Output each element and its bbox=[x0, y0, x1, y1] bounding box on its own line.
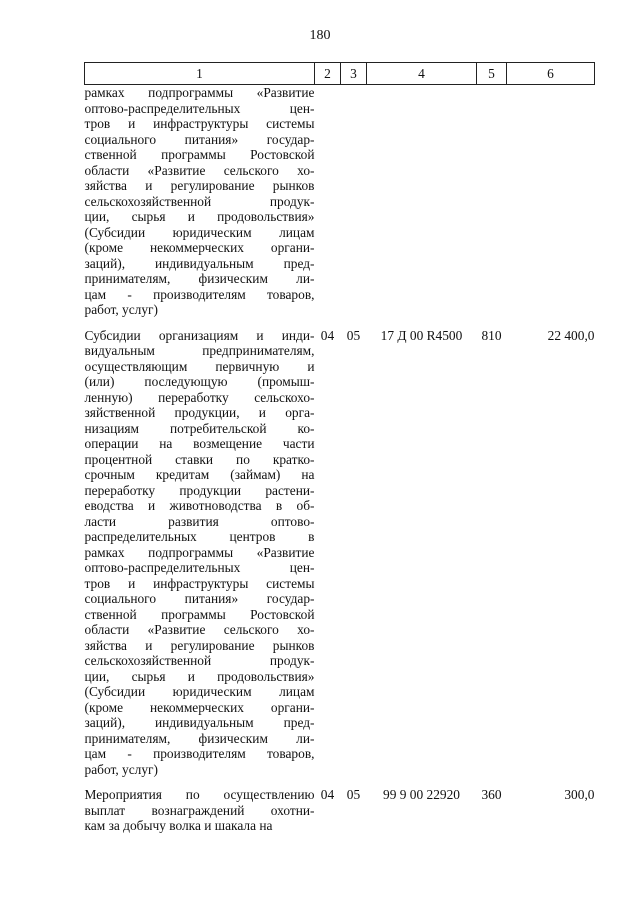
cell-target-article bbox=[367, 85, 477, 318]
cell-target-article: 99 9 00 22920 bbox=[383, 787, 460, 802]
cell-subsection: 05 bbox=[346, 787, 361, 802]
description-line: срочным кредитам (займам) на bbox=[84, 467, 315, 482]
description-line: тров и инфраструктуры системы bbox=[84, 575, 315, 591]
description-line: (или) последующую (промыш- bbox=[84, 374, 315, 389]
cell-section: 04 bbox=[320, 787, 335, 802]
description-line: области «Развитие сельского хо- bbox=[84, 622, 315, 637]
description-line: сельскохозяйственной продук- bbox=[84, 193, 315, 209]
description-line: видуальным предпринимателям, bbox=[84, 343, 315, 358]
description-line: зяйственной продукции, и орга- bbox=[84, 405, 315, 420]
description-line: осуществляющим первичную и bbox=[84, 358, 315, 374]
description-line: (кроме некоммерческих органи- bbox=[84, 699, 315, 715]
description-line: (Субсидии юридическим лицам bbox=[84, 224, 315, 240]
description-line: ственной программы Ростовской bbox=[84, 147, 315, 162]
description-line: заций), индивидуальным пред- bbox=[84, 255, 315, 271]
cell-expense-type bbox=[477, 85, 507, 318]
description-line: работ, услуг) bbox=[84, 302, 158, 317]
description-line: ласти развития оптово- bbox=[84, 513, 315, 529]
column-header-5: 5 bbox=[477, 63, 507, 85]
cell-section: 04 bbox=[320, 327, 335, 343]
budget-table bbox=[84, 62, 595, 834]
description-line: рамках подпрограммы «Развитие bbox=[84, 85, 315, 100]
page-number: 180 bbox=[309, 28, 331, 43]
cell-expense-type: 360 bbox=[481, 787, 502, 802]
cell-subsection bbox=[341, 85, 367, 318]
description-line: принимателям, физическим ли- bbox=[84, 730, 315, 746]
description-line: зяйства и регулирование рынков bbox=[84, 178, 315, 193]
description-line: оптово-распределительных цен- bbox=[84, 560, 315, 575]
description-line: выплат вознаграждений охотни- bbox=[84, 802, 315, 818]
description-line: ции, сырья и продовольствия» bbox=[84, 668, 315, 684]
column-header-3: 3 bbox=[341, 63, 367, 85]
description-line: цам - производителям товаров, bbox=[84, 286, 315, 302]
cell-target-article: 17 Д 00 R4500 bbox=[380, 327, 463, 343]
column-header-2: 2 bbox=[315, 63, 341, 85]
description-line: распределительных центров в bbox=[84, 529, 315, 544]
description-line: ции, сырья и продовольствия» bbox=[84, 209, 315, 224]
description-line: ленную) переработку сельскохо- bbox=[84, 389, 315, 405]
cell-section bbox=[315, 85, 341, 318]
header-row bbox=[85, 63, 595, 85]
description-line: рамках подпрограммы «Развитие bbox=[84, 544, 315, 560]
table-row bbox=[85, 85, 595, 318]
table-row bbox=[85, 777, 595, 834]
cell-subsection: 05 bbox=[346, 327, 361, 343]
description-line: сельскохозяйственной продук- bbox=[84, 653, 315, 668]
description-line: цам - производителям товаров, bbox=[84, 746, 315, 761]
cell-amount: 300,0 bbox=[564, 787, 595, 802]
row-description bbox=[85, 85, 315, 318]
description-line: работ, услуг) bbox=[84, 761, 158, 777]
description-line: оптово-распределительных цен- bbox=[84, 100, 315, 116]
description-line: операции на возмещение части bbox=[84, 436, 315, 451]
description-line: кам за добычу волка и шакала на bbox=[84, 818, 273, 833]
description-line: принимателям, физическим ли- bbox=[84, 271, 315, 286]
description-line: социального питания» государ- bbox=[84, 591, 315, 606]
cell-amount bbox=[507, 85, 595, 318]
description-line: заций), индивидуальным пред- bbox=[84, 715, 315, 730]
cell-expense-type: 810 bbox=[481, 327, 502, 343]
column-header-4: 4 bbox=[367, 63, 477, 85]
description-line: (кроме некоммерческих органи- bbox=[84, 240, 315, 255]
description-line: ственной программы Ростовской bbox=[84, 606, 315, 622]
description-line: зяйства и регулирование рынков bbox=[84, 637, 315, 653]
description-line: области «Развитие сельского хо- bbox=[84, 162, 315, 178]
description-line: низациям потребительской ко- bbox=[84, 420, 315, 436]
row-description bbox=[85, 777, 315, 834]
description-line: Мероприятия по осуществлению bbox=[84, 787, 315, 802]
column-header-1: 1 bbox=[85, 63, 315, 85]
description-line: еводства и животноводства в об- bbox=[84, 498, 315, 513]
description-line: тров и инфраструктуры системы bbox=[84, 116, 315, 131]
description-line: (Субсидии юридическим лицам bbox=[84, 684, 315, 699]
description-line: Субсидии организациям и инди- bbox=[84, 327, 315, 343]
column-header-6: 6 bbox=[507, 63, 595, 85]
description-line: переработку продукции растени- bbox=[84, 482, 315, 498]
table-row bbox=[85, 318, 595, 778]
cell-amount: 22 400,0 bbox=[547, 327, 595, 343]
description-line: процентной ставки по кратко- bbox=[84, 451, 315, 467]
row-description bbox=[85, 318, 315, 778]
description-line: социального питания» государ- bbox=[84, 131, 315, 147]
